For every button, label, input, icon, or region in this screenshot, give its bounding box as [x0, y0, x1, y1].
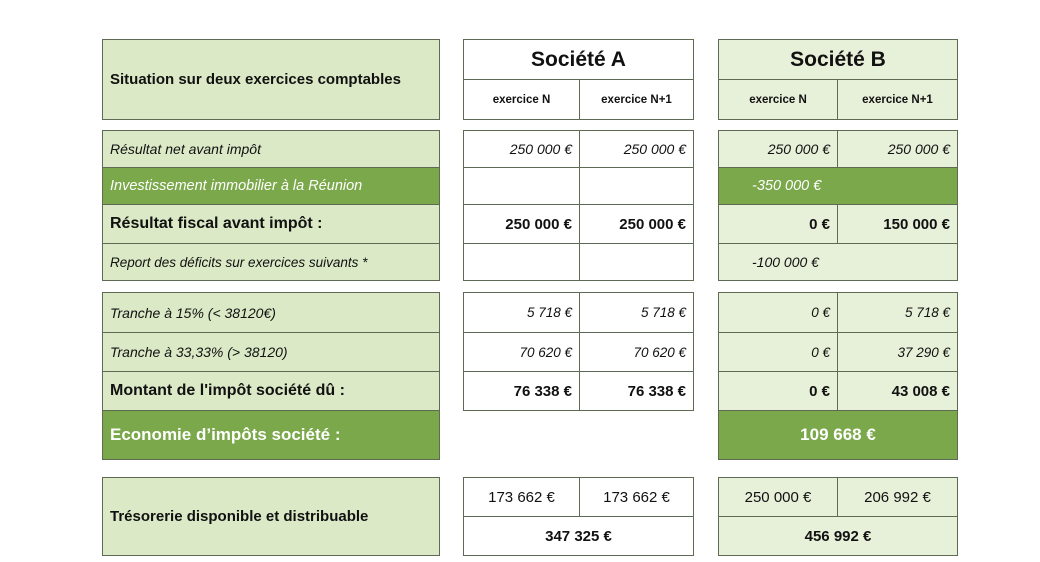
- company-a-header: Société A: [463, 39, 694, 80]
- cell-b-n1: 43 008 €: [837, 371, 958, 411]
- cell-a-n-empty: [463, 167, 580, 205]
- row-label-investissement: Investissement immobilier à la Réunion: [102, 167, 440, 205]
- row-label-report-deficits: Report des déficits sur exercices suivants *: [102, 243, 440, 281]
- cell-b-n: 0 €: [718, 204, 838, 244]
- cell-a-n1: 70 620 €: [579, 332, 694, 372]
- cell-b-n1: 250 000 €: [837, 130, 958, 168]
- company-b-year-n1: exercice N+1: [837, 79, 958, 120]
- cell-b-n1: 150 000 €: [837, 204, 958, 244]
- cell-b-n1: 206 992 €: [837, 477, 958, 517]
- situation-label: Situation sur deux exercices comptables: [102, 39, 440, 120]
- cell-a-n1: 5 718 €: [579, 292, 694, 333]
- cell-b-n: 0 €: [718, 332, 838, 372]
- cell-a-n: 70 620 €: [463, 332, 580, 372]
- cell-a-n1-empty: [579, 243, 694, 281]
- cell-a-n: 5 718 €: [463, 292, 580, 333]
- company-b-header: Société B: [718, 39, 958, 80]
- cell-b-economie-total: 109 668 €: [718, 410, 958, 460]
- company-a-year-n1: exercice N+1: [579, 79, 694, 120]
- cell-a-n: 76 338 €: [463, 371, 580, 411]
- cell-b-n1: 37 290 €: [837, 332, 958, 372]
- cell-a-n1: 76 338 €: [579, 371, 694, 411]
- company-b-year-n: exercice N: [718, 79, 838, 120]
- cell-b-n: 250 000 €: [718, 477, 838, 517]
- cell-a-n1: 173 662 €: [579, 477, 694, 517]
- company-a-year-n: exercice N: [463, 79, 580, 120]
- cell-b-report-deficits: -100 000 €: [718, 243, 958, 281]
- row-label-tresorerie: Trésorerie disponible et distribuable: [102, 477, 440, 556]
- row-label-economie: Economie d’impôts société :: [102, 410, 440, 460]
- cell-a-tresorerie-total: 347 325 €: [463, 516, 694, 556]
- cell-a-n1: 250 000 €: [579, 130, 694, 168]
- row-label-tranche-15: Tranche à 15% (< 38120€): [102, 292, 440, 333]
- cell-b-investissement: -350 000 €: [718, 167, 958, 205]
- cell-a-n: 173 662 €: [463, 477, 580, 517]
- cell-b-n: 0 €: [718, 371, 838, 411]
- cell-a-n-empty: [463, 243, 580, 281]
- cell-b-n: 0 €: [718, 292, 838, 333]
- cell-a-n: 250 000 €: [463, 204, 580, 244]
- row-label-montant-impot: Montant de l'impôt société dû :: [102, 371, 440, 411]
- cell-b-n: 250 000 €: [718, 130, 838, 168]
- cell-a-n1-empty: [579, 167, 694, 205]
- cell-a-n: 250 000 €: [463, 130, 580, 168]
- cell-a-n1: 250 000 €: [579, 204, 694, 244]
- row-label-tranche-33: Tranche à 33,33% (> 38120): [102, 332, 440, 372]
- cell-b-tresorerie-total: 456 992 €: [718, 516, 958, 556]
- row-label-resultat-fiscal: Résultat fiscal avant impôt :: [102, 204, 440, 244]
- row-label-resultat-net: Résultat net avant impôt: [102, 130, 440, 168]
- cell-b-n1: 5 718 €: [837, 292, 958, 333]
